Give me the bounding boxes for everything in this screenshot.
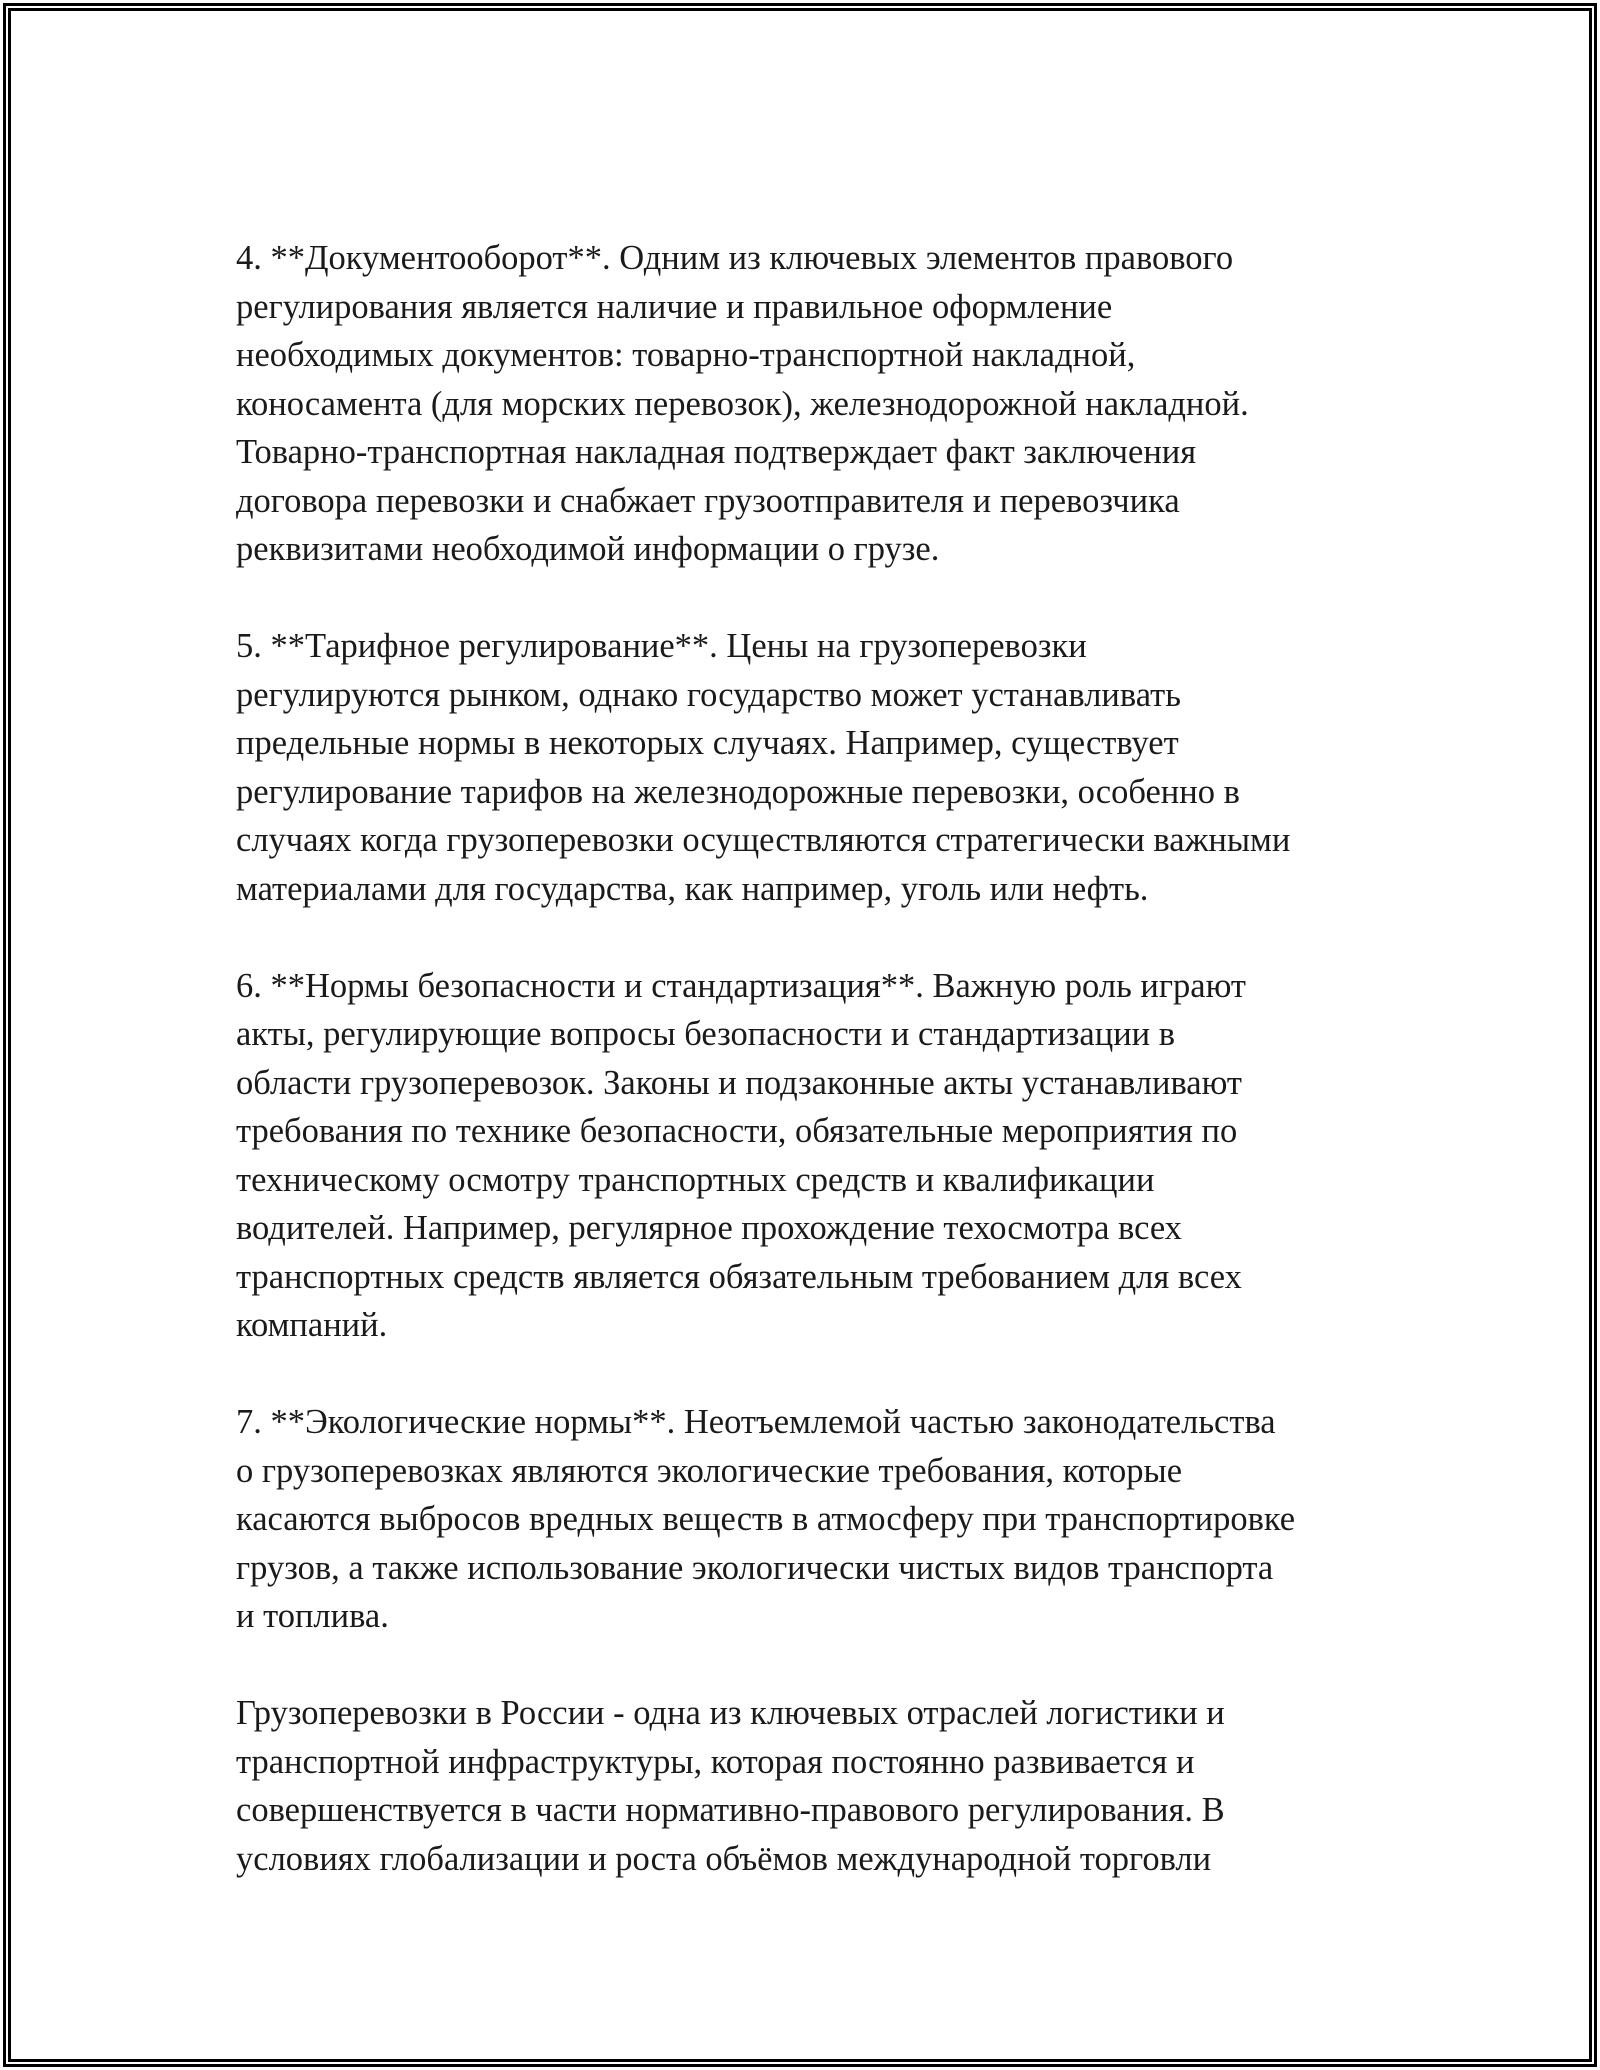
text-line: 6. **Нормы безопасности и стандартизация**. Важную роль играют (236, 966, 1247, 1005)
text-line: регулирования является наличие и правильное оформление (236, 287, 1113, 326)
text-line: реквизитами необходимой информации о грузе. (236, 530, 940, 568)
text-line: водителей. Например, регулярное прохождение техосмотра всех (236, 1209, 1182, 1247)
text-line: о грузоперевозках являются экологические требования, которые (236, 1451, 1183, 1490)
text-line: необходимых документов: товарно-транспортной накладной, (236, 336, 1136, 374)
text-line: акты, регулирующие вопросы безопасности и стандартизации в (236, 1015, 1176, 1053)
paragraph-conclusion (236, 1689, 1396, 1883)
paragraph-ecology (236, 1398, 1396, 1641)
text-line: 7. **Экологические нормы**. Неотъемлемой частью законодательства (236, 1403, 1276, 1441)
text-line: и топлива. (236, 1597, 389, 1635)
document-body (236, 234, 1396, 1932)
text-line: материалами для государства, как например, уголь или нефть. (236, 869, 1149, 908)
text-line: регулирование тарифов на железнодорожные перевозки, особенно в (236, 772, 1240, 811)
paragraph-tariffs (236, 622, 1396, 913)
text-line: транспортной инфраструктуры, которая постоянно развивается и (236, 1742, 1195, 1781)
text-line: совершенствуется в части нормативно-правового регулирования. В (236, 1791, 1225, 1829)
paragraph-safety (236, 962, 1396, 1350)
text-line: грузов, а также использование экологически чистых видов транспорта (236, 1548, 1274, 1587)
text-line: техническому осмотру транспортных средств и квалификации (236, 1160, 1155, 1199)
text-line: 4. **Документооборот**. Одним из ключевых элементов правового (236, 239, 1234, 277)
text-line: случаях когда грузоперевозки осуществляются стратегически важными (236, 821, 1291, 859)
text-line: договора перевозки и снабжает грузоотправителя и перевозчика (236, 481, 1180, 520)
text-line: регулируются рынком, однако государство может устанавливать (236, 675, 1181, 714)
text-line: области грузоперевозок. Законы и подзаконные акты устанавливают (236, 1063, 1243, 1102)
text-line: предельные нормы в некоторых случаях. Например, существует (236, 724, 1179, 762)
text-line: Товарно-транспортная накладная подтверждает факт заключения (236, 433, 1197, 471)
text-line: требования по технике безопасности, обязательные мероприятия по (236, 1112, 1238, 1150)
text-line: коносамента (для морских перевозок), железнодорожной накладной. (236, 384, 1249, 423)
text-line: условиях глобализации и роста объёмов международной торговли (236, 1839, 1212, 1878)
paragraph-documents (236, 234, 1396, 574)
text-line: касаются выбросов вредных веществ в атмосферу при транспортировке (236, 1500, 1296, 1538)
text-line: транспортных средств является обязательным требованием для всех (236, 1257, 1242, 1296)
text-line: Грузоперевозки в России - одна из ключевых отраслей логистики и (236, 1694, 1225, 1732)
text-line: компаний. (236, 1306, 388, 1344)
text-line: 5. **Тарифное регулирование**. Цены на грузоперевозки (236, 627, 1087, 665)
